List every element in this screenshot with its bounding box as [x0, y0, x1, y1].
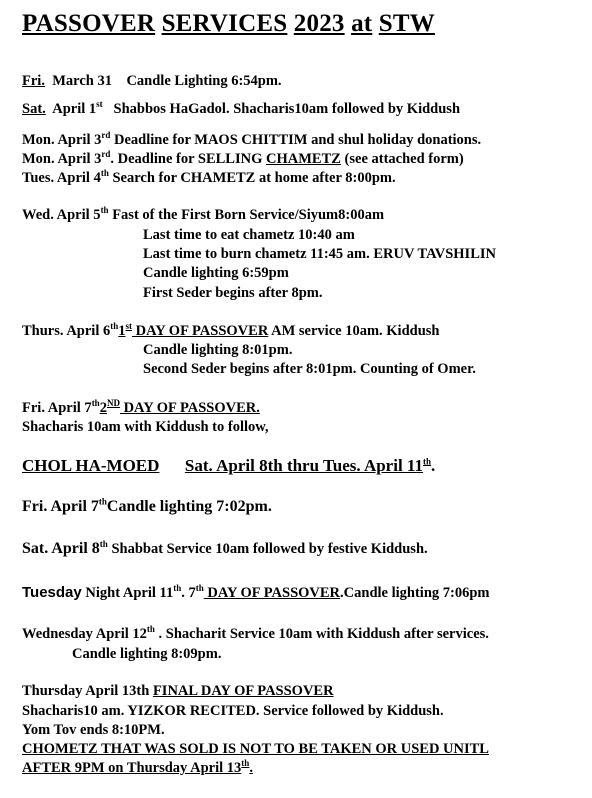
line-sat-april-1	[22, 100, 460, 118]
line-text: DAY OF PASSOVER.	[119, 400, 260, 416]
line-text: FINAL DAY OF PASSOVER	[152, 683, 334, 699]
title-word: 2023	[293, 10, 345, 37]
date-label: Thurs. April 6	[22, 323, 111, 339]
page-title	[22, 10, 435, 38]
day-label: Tuesday	[22, 584, 82, 601]
title-word: SERVICES	[161, 10, 288, 37]
line-yom-tov-ends: Yom Tov ends 8:10PM.	[22, 722, 165, 738]
day-label: Sat.	[22, 101, 46, 117]
line-text: 1	[118, 323, 126, 339]
date-label: Sat. April 8	[22, 540, 100, 557]
line-text: .	[431, 456, 436, 475]
line-tues-april-4	[22, 169, 396, 187]
line-text: Shabbat Service 10am followed by festive Kiddush.	[107, 541, 428, 557]
line-text: . Deadline for SELLING	[110, 151, 266, 167]
date-label: March 31	[52, 73, 112, 89]
line-text: (see attached form)	[340, 151, 464, 167]
ordinal-suffix: th	[91, 398, 100, 409]
ordinal-suffix: th	[99, 539, 108, 550]
line-chometz-notice: CHOMETZ THAT WAS SOLD IS NOT TO BE TAKEN OR USED UNITL	[22, 741, 489, 757]
line-text: DAY OF PASSOVER	[132, 323, 269, 339]
title-word: STW	[378, 10, 435, 37]
line-yizkor: Shacharis10 am. YIZKOR RECITED. Service followed by Kiddush.	[22, 703, 444, 719]
ordinal-suffix: th	[100, 168, 109, 179]
ordinal-suffix: th	[423, 456, 432, 467]
line-mon-april-3-donations	[22, 131, 481, 149]
line-burn-chametz: Last time to burn chametz 11:45 am. ERUV TAVSHILIN	[143, 246, 496, 262]
date-label: Wednesday April 12	[22, 626, 147, 642]
ordinal-suffix: ND	[106, 398, 120, 409]
line-first-seder: First Seder begins after 8pm.	[143, 285, 323, 301]
line-text: AM service 10am. Kiddush	[268, 323, 440, 339]
ordinal-suffix: th	[173, 583, 182, 594]
date-label: Tues. April 4	[22, 170, 101, 186]
line-wednesday-april-12	[22, 625, 489, 643]
line-text: .	[249, 760, 253, 776]
ordinal-suffix: th	[241, 758, 250, 769]
date-label: Night April 11	[81, 585, 174, 601]
line-text: AFTER 9PM on Thursday April 13	[22, 760, 242, 776]
line-text: . Shacharit Service 10am with Kiddush after services.	[154, 626, 489, 642]
line-text: Candle lighting 7:02pm.	[106, 498, 272, 515]
line-mon-april-3-chametz	[22, 150, 464, 168]
line-tuesday-night	[22, 584, 490, 602]
line-sat-april-8	[22, 540, 428, 558]
date-label: Thursday April 13th	[22, 683, 153, 699]
line-candle-lighting: Candle lighting 6:59pm	[143, 265, 289, 281]
ordinal-suffix: st	[96, 99, 103, 110]
date-label: Fri. April 7	[22, 400, 92, 416]
line-text: Search for CHAMETZ at home after 8:00pm.	[108, 170, 396, 186]
ordinal-suffix: rd	[101, 149, 111, 160]
line-chol-hamoed	[22, 457, 435, 475]
line-shacharis: Shacharis 10am with Kiddush to follow,	[22, 419, 269, 435]
line-text: Deadline for MAOS CHITTIM and shul holiday donations.	[110, 132, 482, 148]
date-label: Mon. April 3	[22, 151, 102, 167]
line-after-9pm	[22, 759, 253, 777]
line-text: DAY OF PASSOVER	[203, 585, 341, 601]
line-thursday-april-13	[22, 682, 334, 700]
line-second-seder: Second Seder begins after 8:01pm. Counting of Omer.	[143, 361, 476, 377]
line-fri-march-31	[22, 72, 282, 90]
line-text: Fast of the First Born Service/Siyum8:00am	[108, 207, 385, 223]
date-label: Wed. April 5	[22, 207, 101, 223]
date-label: Mon. April 3	[22, 132, 102, 148]
ordinal-suffix: st	[125, 321, 132, 332]
ordinal-suffix: th	[110, 321, 119, 332]
date-label: Fri. April 7	[22, 498, 99, 515]
line-fri-april-7-candles	[22, 498, 272, 516]
ordinal-suffix: th	[98, 496, 107, 507]
line-text: Shabbos HaGadol. Shacharis10am followed by Kiddush	[113, 101, 461, 117]
line-text: . 7	[181, 585, 196, 601]
ordinal-suffix: th	[146, 624, 155, 635]
line-text: .Candle lighting 7:06pm	[340, 585, 490, 601]
line-text: 2	[99, 400, 107, 416]
line-thurs-april-6	[22, 322, 439, 340]
line-text: Sat. April 8th thru Tues. April 11	[184, 456, 423, 475]
title-word: PASSOVER	[22, 10, 156, 37]
line-candle-lighting: Candle lighting 8:09pm.	[72, 646, 222, 662]
line-text: CHAMETZ	[266, 151, 341, 167]
line-wed-april-5	[22, 206, 384, 224]
line-text: CHOL HA-MOED	[22, 456, 160, 475]
ordinal-suffix: rd	[101, 130, 111, 141]
date-label: April 1	[52, 101, 97, 117]
title-word: at	[351, 10, 373, 37]
day-label: Fri.	[22, 73, 45, 89]
line-eat-chametz: Last time to eat chametz 10:40 am	[143, 227, 355, 243]
ordinal-suffix: th	[100, 205, 109, 216]
line-fri-april-7	[22, 399, 260, 417]
line-text: Candle Lighting 6:54pm.	[126, 73, 282, 89]
ordinal-suffix: th	[195, 583, 204, 594]
line-candle-lighting: Candle lighting 8:01pm.	[143, 342, 293, 358]
